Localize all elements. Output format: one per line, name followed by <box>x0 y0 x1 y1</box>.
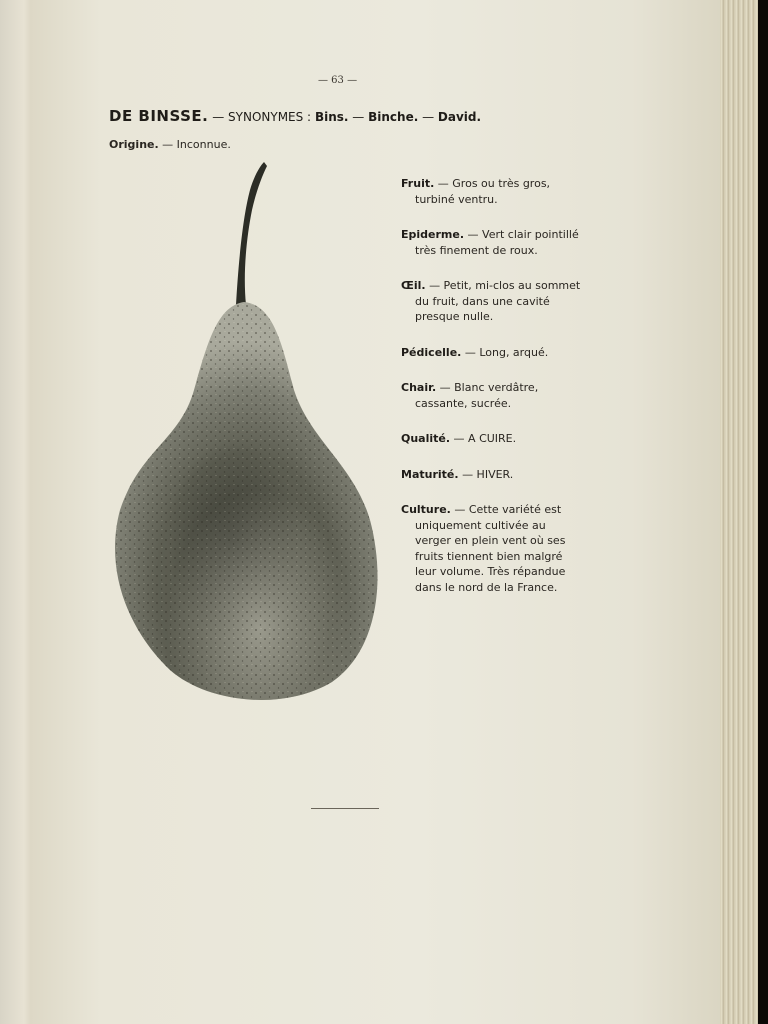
description-label: Maturité. <box>401 467 459 481</box>
variety-name: DE BINSSE. <box>109 107 209 125</box>
pear-stem <box>236 162 267 305</box>
description-label: Fruit. <box>401 177 435 190</box>
description-text: — Gros ou très gros, turbiné ventru. <box>415 177 551 206</box>
description-label: Culture. <box>401 503 451 516</box>
description-text: — Vert clair pointillé très finement de roux. <box>415 228 579 257</box>
description-text: — Long, arqué. <box>464 345 549 359</box>
description-entry-body <box>401 278 581 325</box>
origin-value: — Inconnue. <box>162 138 231 151</box>
origin-label: Origine. <box>109 138 159 151</box>
description-label: Chair. <box>401 381 437 394</box>
description-entry <box>401 227 581 258</box>
synonym: Bins. <box>314 110 349 124</box>
description-entry <box>401 502 581 595</box>
description-entry <box>401 345 581 361</box>
description-text: — Cette variété est uniquement cultivée au verger en plein vent où ses fruits tiennent bien malgré leur volume. Très répandue dans le nord de la France. <box>415 503 566 594</box>
pear-illustration <box>110 150 390 720</box>
description-entry <box>401 380 581 411</box>
description-text: — HIVER. <box>462 467 514 481</box>
page-number: — 63 — <box>318 75 358 86</box>
description-column <box>401 176 581 615</box>
description-entry <box>401 431 581 447</box>
description-entry <box>401 176 581 207</box>
description-entry-body <box>401 176 581 207</box>
section-divider <box>311 808 379 809</box>
description-label: Pédicelle. <box>401 345 462 359</box>
description-entry-body <box>401 380 581 411</box>
synonym: David. <box>437 110 482 124</box>
synonyms-label: — SYNONYMES : <box>212 110 312 124</box>
synonym: Binche. <box>368 110 419 124</box>
description-text: — A CUIRE. <box>453 432 517 445</box>
description-label: Œil. <box>401 279 426 292</box>
description-label: Qualité. <box>401 432 451 445</box>
description-entry <box>401 467 581 483</box>
description-entry-body <box>401 502 581 595</box>
description-entry-body <box>401 431 581 447</box>
description-entry-body <box>401 345 581 361</box>
page-stack-edges <box>720 0 758 1024</box>
description-entry-body <box>401 227 581 258</box>
description-entry-body <box>401 467 581 483</box>
description-label: Epiderme. <box>401 228 465 241</box>
description-text: — Blanc verdâtre, cassante, sucrée. <box>415 381 539 410</box>
description-entry <box>401 278 581 325</box>
variety-heading: DE BINSSE. — SYNONYMES : Bins. — Binche. — David. <box>109 107 482 125</box>
description-text: — Petit, mi-clos au sommet du fruit, dans une cavité presque nulle. <box>415 279 581 323</box>
